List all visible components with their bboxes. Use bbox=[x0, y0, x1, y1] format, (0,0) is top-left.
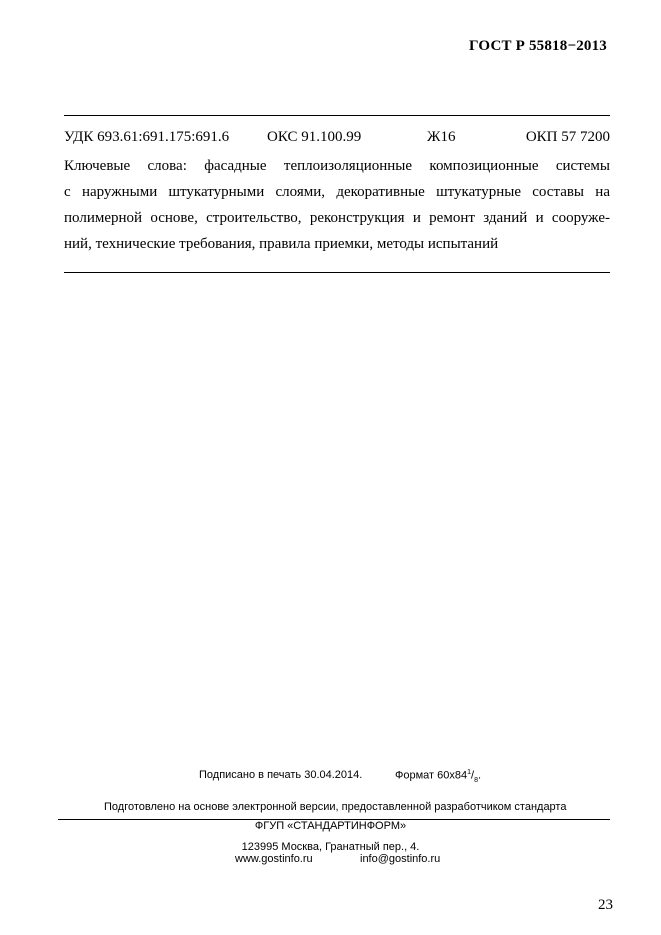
document-code: ГОСТ Р 55818−2013 bbox=[469, 38, 607, 54]
keywords-line: ний, технические требования, правила приемки, методы испытаний bbox=[64, 236, 499, 252]
udk-code: УДК 693.61:691.175:691.6 bbox=[64, 129, 230, 145]
email-link[interactable]: info@gostinfo.ru bbox=[360, 853, 441, 865]
paper-format: Формат $60x84^1/_8$. bbox=[395, 769, 482, 784]
okp-code: ОКП 57 7200 bbox=[525, 129, 610, 145]
publisher-name: ФГУП «СТАНДАРТИНФОРМ» bbox=[254, 820, 407, 832]
website-link[interactable]: www.gostinfo.ru bbox=[235, 853, 313, 865]
prepared-note: Подготовлено на основе электронной версии, предоставленной разработчиком стандарта bbox=[104, 801, 567, 813]
format-numerator: 1 bbox=[467, 769, 472, 776]
group-code: Ж16 bbox=[427, 129, 456, 145]
page-number: 23 bbox=[598, 897, 613, 913]
top-divider bbox=[64, 115, 610, 116]
format-label: Формат 60x84 bbox=[395, 769, 468, 782]
classification-line bbox=[64, 129, 610, 149]
signed-date: Подписано в печать 30.04.2014. bbox=[199, 769, 363, 781]
keywords-line: с наружными штукатурными слоями, декоративные штукатурные составы на bbox=[64, 184, 610, 200]
keywords-line: Ключевые слова: фасадные теплоизоляционные композиционные системы bbox=[64, 158, 610, 174]
format-end: . bbox=[477, 769, 482, 782]
format-denominator: 8 bbox=[474, 776, 478, 784]
publisher-address: 123995 Москва, Гранатный пер., 4. bbox=[241, 841, 420, 853]
oks-code: ОКС 91.100.99 bbox=[267, 129, 362, 145]
keywords-paragraph bbox=[64, 153, 610, 257]
bottom-divider bbox=[64, 272, 610, 273]
keywords-line: полимерной основе, строительство, реконструкция и ремонт зданий и сооруже- bbox=[64, 210, 610, 226]
